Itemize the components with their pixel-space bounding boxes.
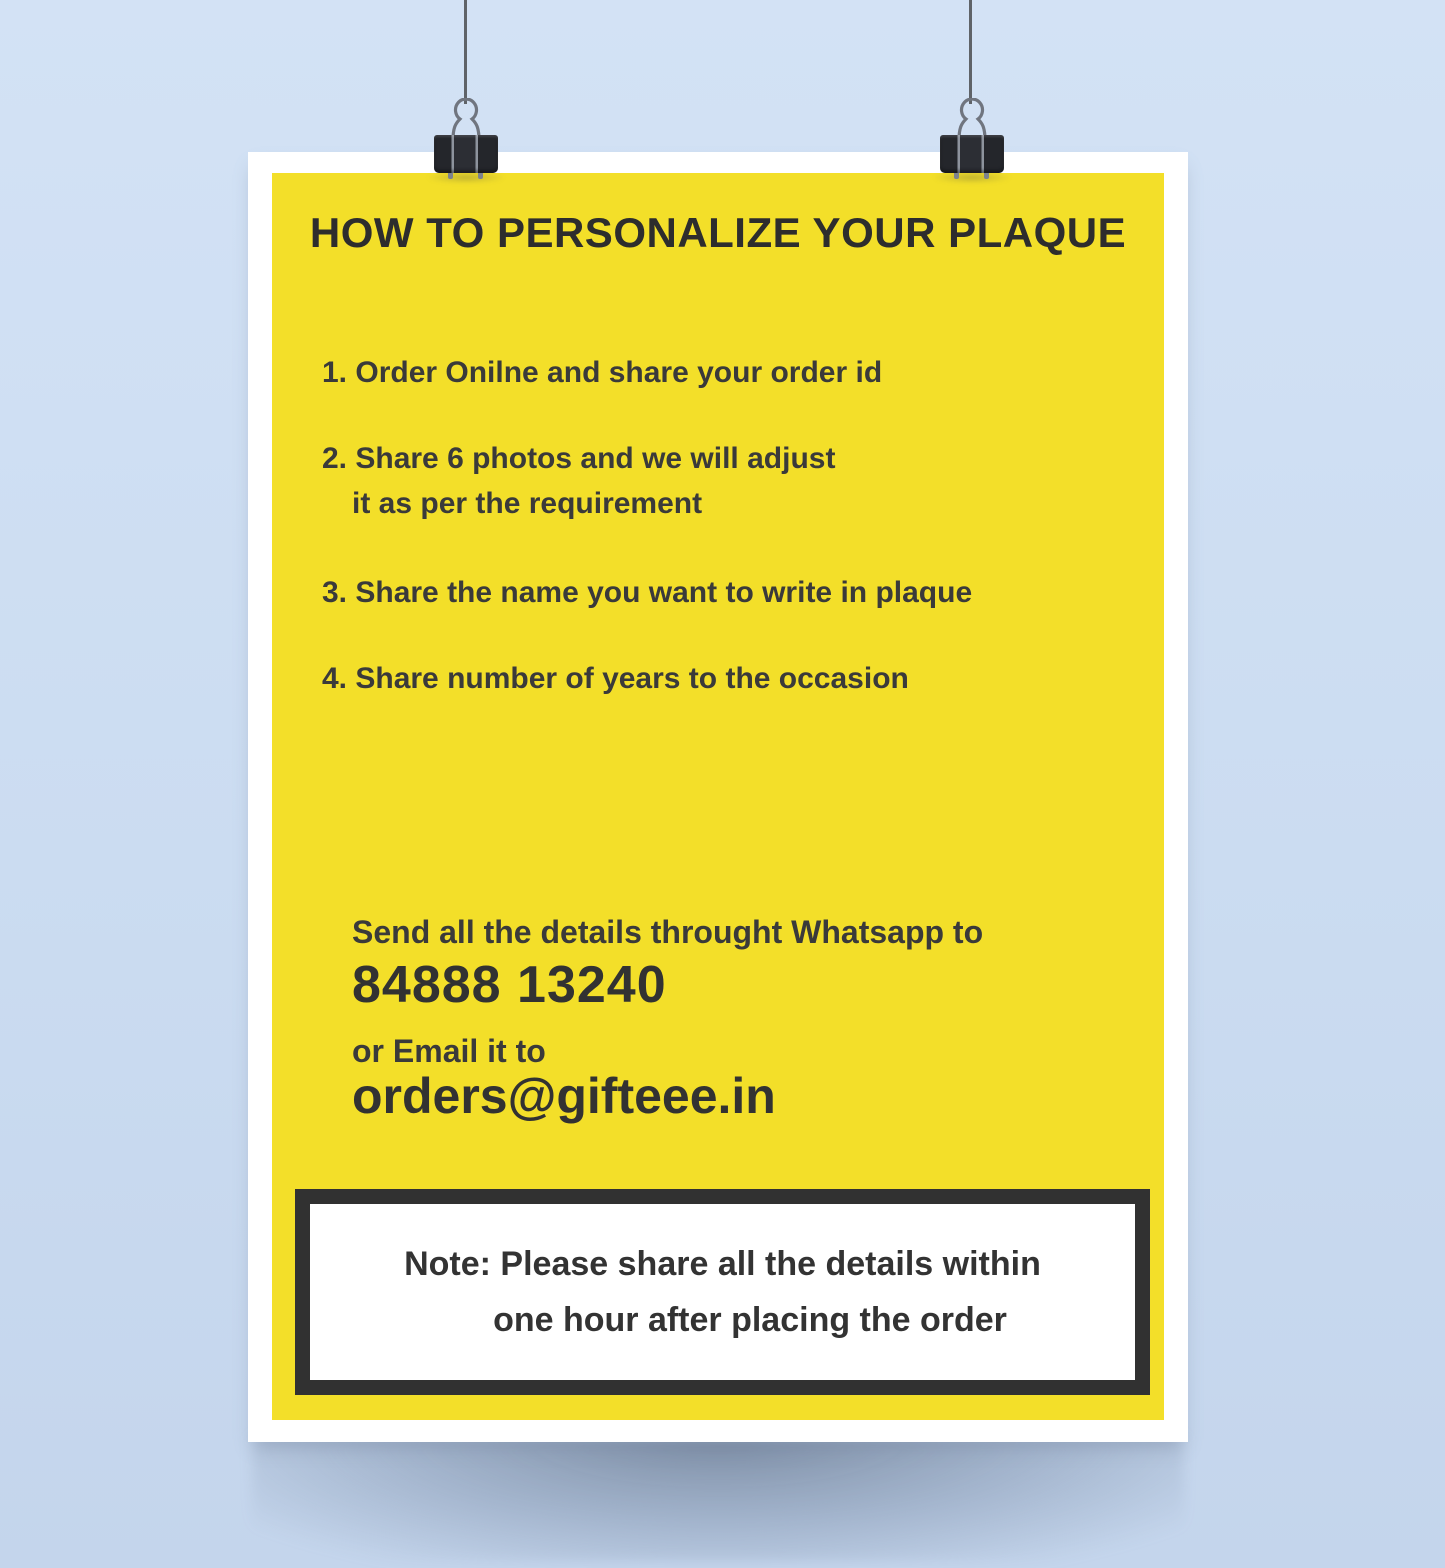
step-1 — [322, 350, 1142, 395]
step-4-line-1: 4. Share number of years to the occasion — [322, 662, 909, 695]
email-instruction: or Email it to — [352, 1033, 546, 1069]
poster-title: HOW TO PERSONALIZE YOUR PLAQUE — [309, 209, 1127, 256]
email-address: orders@gifteee.in — [352, 1068, 776, 1124]
step-3 — [322, 570, 1142, 615]
step-1-line-1: 1. Order Onilne and share your order id — [322, 356, 883, 389]
step-2 — [322, 436, 1142, 526]
step-3-line-1: 3. Share the name you want to write in plaque — [322, 576, 973, 609]
binder-clip-left-shadow — [428, 172, 504, 183]
step-2-line-1: 2. Share 6 photos and we will adjust — [322, 442, 836, 475]
binder-clip-handle-icon-right — [948, 98, 996, 140]
binder-clip-handle-icon-left — [442, 98, 490, 140]
note-text — [310, 1204, 1135, 1380]
note-line-2: one hour after placing the order — [493, 1301, 1007, 1339]
note-box — [295, 1189, 1150, 1395]
hanging-string-left — [464, 0, 467, 104]
poster — [248, 152, 1188, 1442]
poster-yellow-panel — [272, 173, 1164, 1420]
binder-clip-right-shadow — [934, 172, 1010, 183]
step-4 — [322, 656, 1142, 701]
poster-drop-shadow — [252, 1436, 1184, 1562]
note-line-1: Note: Please share all the details within — [404, 1245, 1041, 1283]
whatsapp-instruction: Send all the details throught Whatsapp to — [352, 914, 984, 950]
binder-clip-left — [434, 135, 498, 173]
hanging-string-right — [969, 0, 972, 104]
binder-clip-right — [940, 135, 1004, 173]
whatsapp-phone-number: 84888 13240 — [352, 956, 667, 1014]
step-2-line-2: it as per the requirement — [352, 487, 703, 520]
